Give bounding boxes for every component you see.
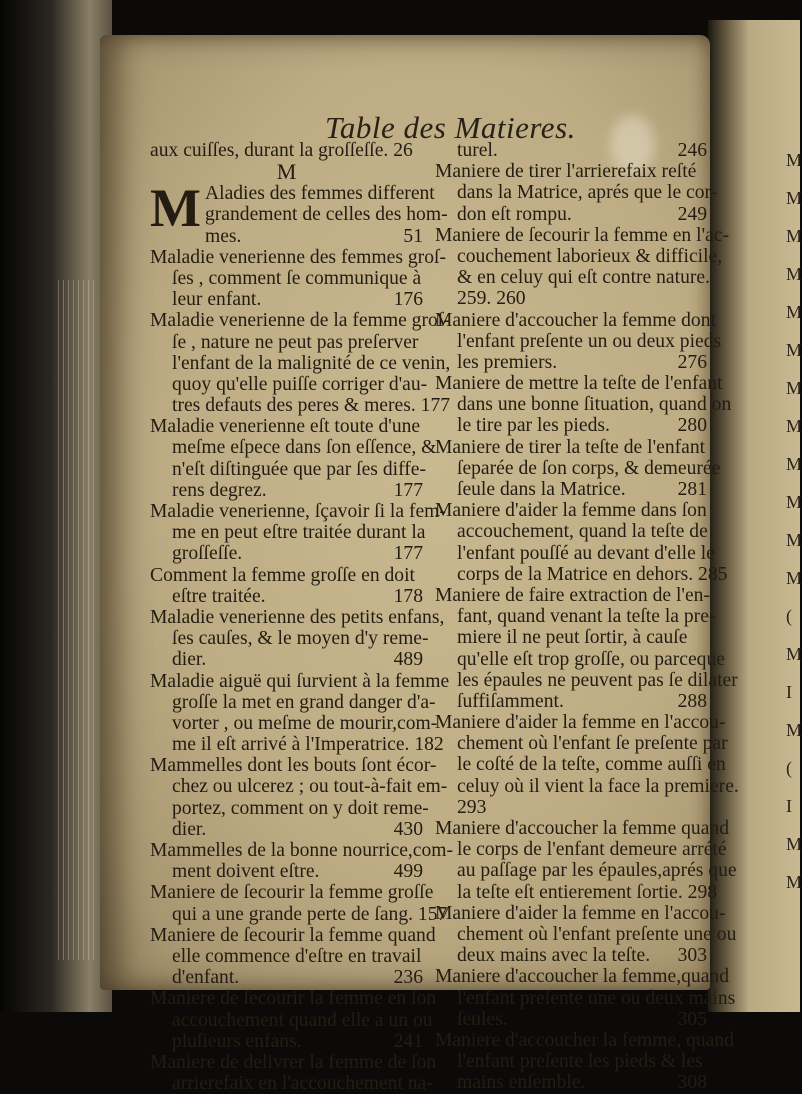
entry-text: n'eſt diſtinguée que par ſes diffe- xyxy=(172,458,426,480)
entry-text: grandement de celles des hom- xyxy=(204,204,448,226)
entry-text: Maniere d'accoucher la femme,quand xyxy=(435,966,730,988)
entry-text: mains enſemble. xyxy=(457,1072,586,1094)
index-entry-line xyxy=(435,373,723,395)
index-entry-line xyxy=(150,967,423,988)
entry-text: ment doivent eſtre. xyxy=(172,861,320,883)
adjacent-page-letter: M xyxy=(786,872,802,892)
adjacent-page-letter: M xyxy=(786,568,802,588)
entry-text: don eſt rompu. xyxy=(457,203,572,225)
page-number: 178 xyxy=(393,585,423,607)
index-entry-line xyxy=(435,1051,707,1072)
entry-text: Maniere d'accoucher la femme quand xyxy=(435,818,730,839)
index-entry-line xyxy=(435,1029,734,1051)
entry-text: Mammelles de la bonne nourrice,com- xyxy=(150,840,454,861)
entry-text: ſeule dans la Matrice. xyxy=(457,479,626,500)
entry-text: Maniere d'aider la femme en l'accou- xyxy=(435,712,726,734)
entry-text: eſtre traitée. xyxy=(172,585,266,607)
adjacent-page-letter: M xyxy=(786,492,802,512)
index-entry-line xyxy=(435,288,707,309)
entry-text: qui a une grande perte de ſang. 157 xyxy=(172,903,448,925)
page-number: 280 xyxy=(677,415,707,437)
entry-text: Maniere d'accoucher la femme, quand xyxy=(435,1029,734,1051)
entry-text: ſes , comment ſe communique à xyxy=(172,267,422,289)
index-entry-line xyxy=(435,415,707,436)
index-entry-line xyxy=(150,628,429,650)
page-number: 303 xyxy=(677,945,707,967)
entry-text: Maladie venerienne eſt toute d'une xyxy=(150,416,421,438)
index-entry-line xyxy=(435,500,707,521)
index-entry-line xyxy=(435,966,730,988)
entry-text: & en celuy qui eſt contre nature. xyxy=(457,267,710,289)
index-entry-line xyxy=(435,902,726,924)
entry-text: l'enfant preſente une ou deux mains xyxy=(457,987,736,1009)
index-entry-line xyxy=(150,140,423,161)
index-entry-line xyxy=(435,437,707,458)
entry-text: mes. xyxy=(204,225,242,247)
page-number: 177 xyxy=(393,543,423,565)
index-entry-line xyxy=(150,1009,433,1031)
index-entry-line xyxy=(150,606,445,628)
index-entry-line xyxy=(150,310,450,332)
index-entry-line xyxy=(150,861,423,882)
entry-text: portez, comment on y doit reme- xyxy=(172,797,429,819)
index-entry-line xyxy=(435,584,710,606)
index-column-left xyxy=(150,140,454,1094)
entry-text: rens degrez. xyxy=(172,479,267,501)
entry-text: groſſe la met en grand danger d'a- xyxy=(172,691,436,713)
entry-text: Mammelles dont les bouts ſont écor- xyxy=(150,755,437,777)
entry-text: dans la Matrice, aprés que le cor- xyxy=(457,182,718,204)
index-entry-line xyxy=(435,691,707,712)
index-entry-line xyxy=(150,924,436,946)
entry-text: miere il ne peut ſortir, à cauſe xyxy=(457,627,688,649)
entry-text: accouchement, quand la teſte de xyxy=(457,521,708,543)
entry-text: 293 xyxy=(457,796,487,818)
entry-text: l'enfant de la malignité de ce venin, xyxy=(172,352,451,374)
entry-text: les premiers. xyxy=(457,351,558,373)
entry-text: deux mains avec la teſte. xyxy=(457,945,651,967)
index-entry-line xyxy=(150,734,444,756)
entry-text: me en peut eſtre traitée durant la xyxy=(172,522,426,544)
index-entry-line xyxy=(150,882,434,904)
index-entry-line xyxy=(435,521,707,542)
adjacent-page-letter: M xyxy=(786,226,802,246)
adjacent-page-letter: M xyxy=(786,416,802,436)
entry-text: Maladie venerienne, ſçavoir ſi la fem- xyxy=(150,501,446,522)
index-entry-line xyxy=(435,669,738,691)
entry-text: Maladie venerienne des femmes groſ- xyxy=(150,246,446,268)
adjacent-page-letter: M xyxy=(786,264,802,284)
index-entry-line xyxy=(435,1072,707,1093)
drop-cap: M xyxy=(150,178,201,239)
entry-text: l'enfant preſente les pieds & les xyxy=(457,1051,703,1073)
index-entry-line xyxy=(435,479,707,500)
adjacent-page-letter: M xyxy=(786,340,802,360)
index-entry-line xyxy=(435,182,718,204)
index-entry-line xyxy=(435,457,721,479)
entry-text: chez ou ulcerez ; ou tout-à-fait em- xyxy=(172,776,448,798)
index-entry-line xyxy=(435,945,707,966)
adjacent-page-letter: M xyxy=(786,644,802,664)
index-entry-line xyxy=(435,140,707,161)
index-entry-line xyxy=(435,542,715,564)
page-number: 288 xyxy=(677,690,707,712)
index-entry-line xyxy=(150,246,446,268)
entry-text: celuy où il vient la face la premiere. xyxy=(457,775,739,797)
adjacent-page-letter: I xyxy=(786,682,792,702)
entry-text: Maniere de mettre la teſte de l'enfant xyxy=(435,373,723,395)
index-entry-line xyxy=(150,946,423,967)
entry-text: ſe , nature ne peut pas preſerver xyxy=(172,331,419,353)
index-entry-line xyxy=(435,923,737,945)
index-entry-line xyxy=(150,649,423,670)
adjacent-page-letter: ( xyxy=(786,758,792,778)
adjacent-page-letter: M xyxy=(786,834,802,854)
index-entry-line xyxy=(435,881,718,903)
index-entry-line xyxy=(150,776,448,798)
entry-text: groſſeſſe. xyxy=(172,543,243,565)
index-entry-line xyxy=(435,330,722,352)
page-number: 241 xyxy=(393,1030,423,1052)
adjacent-page-letter: M xyxy=(786,150,802,170)
page-number: 276 xyxy=(677,351,707,373)
index-entry-line xyxy=(435,563,728,585)
entry-text: dans une bonne ſituation, quand on xyxy=(457,394,732,416)
entry-text: dier. xyxy=(172,818,207,840)
index-entry-line xyxy=(150,755,437,777)
entry-text: le corps de l'enfant demeure arrété xyxy=(457,839,727,861)
entry-text: d'enfant. xyxy=(172,967,240,989)
page-number: 305 xyxy=(677,1008,707,1030)
index-entry-line xyxy=(150,691,436,713)
index-entry-line xyxy=(150,543,423,564)
entry-text: le tire par les pieds. xyxy=(457,415,610,437)
index-entry-line xyxy=(435,733,728,755)
index-entry-line xyxy=(150,395,451,417)
entry-text: Maladie venerienne des petits enfans, xyxy=(150,606,445,628)
entry-text: Maniere d'aider la femme dans ſon xyxy=(435,500,707,522)
index-entry-line xyxy=(435,775,739,797)
index-entry-line xyxy=(150,712,438,734)
index-entry-line xyxy=(150,352,451,374)
index-entry-line xyxy=(435,267,710,289)
index-entry-line xyxy=(435,394,732,416)
entry-text: vorter , ou meſme de mourir,com- xyxy=(172,712,438,734)
entry-text: me il eſt arrivé à l'Imperatrice. 182 xyxy=(172,734,444,756)
page-number: 249 xyxy=(677,203,707,225)
index-entry-line xyxy=(435,648,725,670)
adjacent-page-letter: M xyxy=(786,302,802,322)
adjacent-page-letter: ( xyxy=(786,606,792,626)
entry-text: ſeparée de ſon corps, & demeurée xyxy=(457,457,721,479)
index-entry-line xyxy=(150,332,423,353)
entry-text: couchement laborieux & difficile, xyxy=(457,245,723,267)
index-entry-line xyxy=(435,754,726,776)
entry-text: ſeules. xyxy=(457,1008,508,1030)
section-letter: M xyxy=(276,159,297,185)
index-entry-line xyxy=(150,1073,433,1094)
page-number: 177 xyxy=(393,479,423,501)
entry-text: fant, quand venant la teſte la pre- xyxy=(457,606,716,628)
entry-text: Comment la femme groſſe en doit xyxy=(150,564,415,586)
entry-text: qu'elle eſt trop groſſe, ou parceque xyxy=(457,648,725,670)
index-entry-line xyxy=(150,501,446,522)
page-number: 281 xyxy=(677,479,707,500)
entry-text: Maniere de ſecourir la femme groſſe xyxy=(150,882,434,904)
entry-text: Maniere d'aider la femme en l'accou- xyxy=(435,902,726,924)
entry-text: Maniere de ſecourir la femme en ſon xyxy=(150,988,437,1010)
index-entry-line xyxy=(435,309,716,331)
adjacent-page-letter: I xyxy=(786,796,792,816)
adjacent-page-letter: M xyxy=(786,188,802,208)
index-entry-line xyxy=(150,670,450,692)
entry-text: Aladies des femmes different xyxy=(204,183,435,205)
page-number: 308 xyxy=(677,1072,707,1094)
adjacent-page-letter: M xyxy=(786,378,802,398)
index-entry-line xyxy=(435,352,707,373)
index-entry-line xyxy=(435,627,707,648)
running-head: Table des Matieres. xyxy=(325,110,576,145)
entry-text: les épaules ne peuvent pas ſe dilater xyxy=(457,669,738,691)
index-entry-line xyxy=(150,289,423,310)
entry-text: Maniere de tirer l'arrierefaix reſté xyxy=(435,161,697,183)
entry-text: Maniere de delivrer la femme de ſon xyxy=(150,1051,437,1073)
index-entry-line xyxy=(150,819,423,840)
index-entry-line xyxy=(435,860,737,882)
index-entry-line xyxy=(435,818,730,839)
index-entry-line xyxy=(150,437,437,459)
entry-text: chement où l'enfant preſente une ou xyxy=(457,923,737,945)
index-column-right xyxy=(435,140,739,1094)
entry-text: Maladie venerienne de la femme groſ- xyxy=(150,310,450,332)
index-entry-line xyxy=(150,1031,423,1052)
entry-text: Maniere de ſecourir la femme en l'ac- xyxy=(435,224,730,246)
adjacent-page-letter: M xyxy=(786,530,802,550)
index-entry-line xyxy=(150,268,423,289)
index-entry-line xyxy=(435,1009,707,1030)
entry-text: ſuffiſamment. xyxy=(457,690,564,712)
entry-text: la teſte eſt entierement ſortie. 298 xyxy=(457,881,718,903)
entry-text: ſes cauſes, & le moyen d'y reme- xyxy=(172,628,429,650)
index-entry-line xyxy=(150,586,423,607)
index-entry-line xyxy=(150,1051,437,1073)
entry-text: meſme eſpece dans ſon eſſence, & xyxy=(172,437,437,459)
index-entry-line xyxy=(150,522,426,544)
entry-text: Maniere de faire extraction de l'en- xyxy=(435,584,710,606)
index-entry-line xyxy=(150,797,429,819)
entry-text: l'enfant preſente un ou deux pieds xyxy=(457,330,722,352)
page-number: 176 xyxy=(393,289,423,311)
index-entry-line xyxy=(435,245,723,267)
entry-text: tres defauts des peres & meres. 177 xyxy=(172,395,451,417)
entry-text: au paſſage par les épaules,aprés que xyxy=(457,860,737,882)
entry-text: accouchement quand elle a un ou xyxy=(172,1009,433,1031)
page-number: 499 xyxy=(393,861,423,883)
index-entry-line xyxy=(435,606,716,628)
index-entry-line xyxy=(150,480,423,501)
index-entry-line xyxy=(150,988,437,1010)
entry-text: turel. xyxy=(457,140,498,161)
entry-text: Maniere d'accoucher la femme dont xyxy=(435,309,716,331)
page-number: 489 xyxy=(393,649,423,671)
entry-text: pluſieurs enfans. xyxy=(172,1030,302,1052)
page-number: 430 xyxy=(393,818,423,840)
page-number: 236 xyxy=(393,967,423,989)
entry-text: Maniere de tirer la teſte de l'enfant xyxy=(435,436,706,458)
index-entry-line xyxy=(435,839,727,861)
index-entry-line xyxy=(150,458,426,480)
adjacent-page-letter: M xyxy=(786,720,802,740)
index-entry-line xyxy=(435,204,707,225)
index-entry-line xyxy=(150,416,423,437)
page-number: 51 xyxy=(403,225,423,247)
index-entry-line xyxy=(435,797,707,818)
entry-text: aux cuiſſes, durant la groſſeſſe. 26 xyxy=(150,140,413,161)
entry-text: Maladie aiguë qui ſurvient à la femme xyxy=(150,670,450,692)
entry-text: Maniere de ſecourir la femme quand xyxy=(150,924,436,946)
entry-text: elle commence d'eſtre en travail xyxy=(172,945,422,967)
index-entry-line xyxy=(150,903,448,925)
index-entry-line xyxy=(435,987,736,1009)
entry-text: leur enfant. xyxy=(172,289,262,311)
entry-text: quoy qu'elle puiſſe corriger d'au- xyxy=(172,373,428,395)
entry-text: arrierefaix en l'accouchement na- xyxy=(172,1073,433,1094)
entry-text: le coſté de la teſte, comme auſſi en xyxy=(457,754,726,776)
spine-edge xyxy=(58,280,98,960)
index-entry-line xyxy=(150,565,423,586)
entry-text: l'enfant pouſſé au devant d'elle le xyxy=(457,542,715,564)
index-entry-line xyxy=(435,161,707,182)
adjacent-page-letter: M xyxy=(786,454,802,474)
page-number: 246 xyxy=(677,140,707,161)
entry-text: corps de la Matrice en dehors. 285 xyxy=(457,563,728,585)
index-entry-line xyxy=(150,373,428,395)
index-entry-line xyxy=(435,712,726,734)
entry-text: dier. xyxy=(172,649,207,671)
index-entry-line xyxy=(150,840,454,861)
entry-text: chement où l'enfant ſe preſente par xyxy=(457,733,728,755)
entry-text: 259. 260 xyxy=(457,288,526,310)
index-entry-line xyxy=(435,224,730,246)
